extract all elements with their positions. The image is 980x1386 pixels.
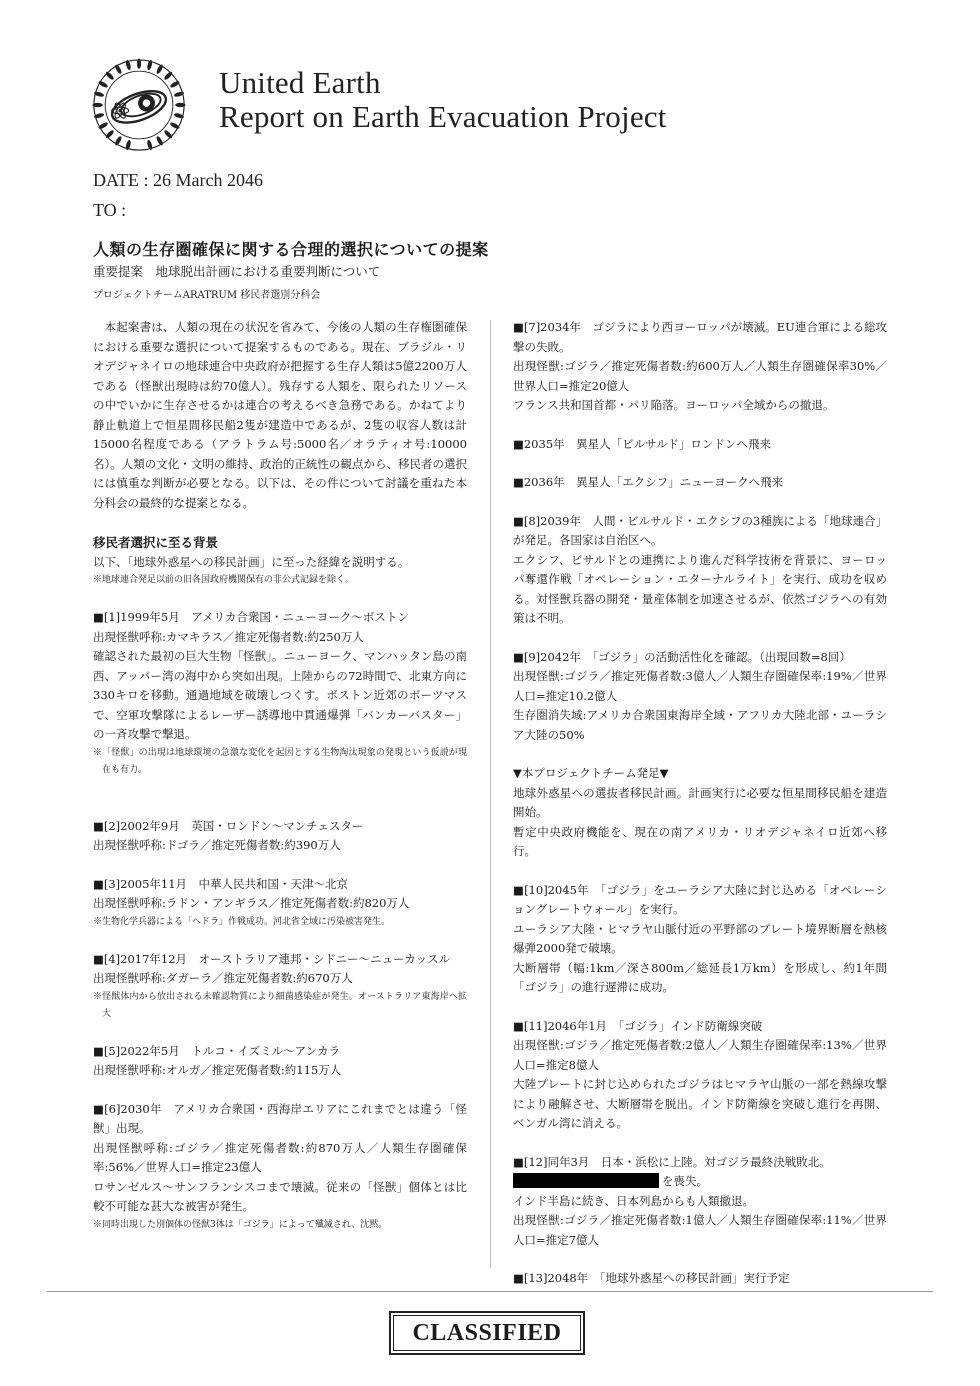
entry-line: 出現怪獣呼称:オルガ／推定死傷者数:約115万人 bbox=[93, 1063, 342, 1077]
timeline-entry-11 bbox=[513, 1017, 887, 1134]
proposal-subheading: 重要提案 地球脱出計画における重要判断について bbox=[93, 264, 381, 279]
entry-line: 出現怪獣呼称:ドゴラ／推定死傷者数:約390万人 bbox=[93, 838, 341, 852]
entry-note: ※怪獣体内から放出される未確認物質により細菌感染症が発生。オーストラリア東海岸へ拡大 bbox=[93, 991, 467, 1019]
entry-header: ■[9]2042年 「ゴジラ」の活動活性化を確認。（出現回数=8回） bbox=[513, 649, 851, 664]
timeline-entry-9 bbox=[513, 648, 887, 746]
background-title: 移民者選択に至る背景 bbox=[93, 535, 219, 550]
intro-paragraph: 本起案書は、人類の現在の状況を省みて、今後の人類の生存権圏確保における重要な選択について提案するものである。現在、ブラジル・リオデジャネイロの地球連合中央政府が把握する生存人類は5億2200万人である（怪獣出現時は約70億人）。残存する人類を、限られたリソースの中でいかに生存させるかは連合の考えるべき急務である。かねてより静止軌道上で恒星間移民船2隻が建造中であるが、2隻の収容人数は計15000名程度である（アラトラム号:5000名／オラティオ号:10000名）。人類の文化・文明の維持、政治的正統性の観点から、移民者の選択には慎重な判断が必要となる。以下は、その件について討議を重ねた本分科会の最終的な提案となる。 bbox=[93, 320, 467, 510]
footer-rule bbox=[47, 1291, 933, 1292]
entry-header: ■[2]2002年9月 英国・ロンドン～マンチェスター bbox=[93, 818, 364, 833]
timeline-entry-6 bbox=[93, 1100, 467, 1234]
column-divider bbox=[490, 320, 491, 1268]
timeline-entry-2036 bbox=[513, 473, 887, 493]
proposal-heading: 人類の生存圏確保に関する合理的選択についての提案 bbox=[93, 240, 489, 259]
timeline-entry-7 bbox=[513, 318, 887, 416]
entry-line: 出現怪獣:ゴジラ／推定死傷者数:3億人／人類生存圏確保率:19%／世界人口=推定10.2億人 bbox=[513, 669, 887, 703]
entry-line: ユーラシア大陸・ヒマラヤ山脈付近の平野部のプレート境界断層を熱核爆弾2000発で破壊。 bbox=[513, 921, 887, 955]
entry-line: 出現怪獣呼称:ラドン・アンギラス／推定死傷者数:約820万人 bbox=[93, 896, 410, 910]
timeline-entry-2 bbox=[93, 817, 467, 856]
timeline-entry-1 bbox=[93, 608, 467, 779]
background-text: 以下、「地球外惑星への移民計画」に至った経緯を説明する。 bbox=[93, 554, 410, 569]
entry-line: 確認された最初の巨大生物「怪獣」。ニューヨーク、マンハッタン島の南西、アッパー湾の海中から突如出現。上陸からの72時間で、北東方向に330キロを移動。通過地域を破壊しつくす。ボストン近郊のボーツマスで、空軍攻撃隊によるレーザー誘導地中貫通爆弾「バンカーバスター」の一斉攻撃で撃退。 bbox=[93, 649, 467, 741]
redaction-bar bbox=[513, 1173, 659, 1188]
entry-header: ■[10]2045年 「ゴジラ」をユーラシア大陸に封じ込める「オペレーショングレートウォール」を実行。 bbox=[513, 882, 887, 916]
background-note: ※地球連合発足以前の旧各国政府機関保有の非公式記録を除く。 bbox=[93, 575, 354, 585]
project-team-founded bbox=[513, 764, 887, 862]
timeline-entry-12 bbox=[513, 1153, 887, 1251]
entry-header: ■[4]2017年12月 オーストラリア連邦・シドニー～ニューカッスル bbox=[93, 951, 451, 966]
to-line: TO : bbox=[93, 200, 127, 220]
entry-line: エクシフ、ビサルドとの連携により進んだ科学技術を背景に、ヨーロッパ奪還作戦「オペレーション・エターナルライト」を実行、成功を収める。対怪獣兵器の開発・量産体制を加速させるが、依然ゴジラへの有効策は不明。 bbox=[513, 552, 887, 625]
entry-note: ※同時出現した別個体の怪獣3体は「ゴジラ」によって殲滅され、沈黙。 bbox=[93, 1219, 388, 1230]
entry-header: ▼本プロジェクトチーム発足▼ bbox=[513, 766, 669, 780]
entry-line: 大断層帯（幅:1km／深さ800m／総延長1万km）を形成し、約1年間「ゴジラ」の進行遅滞に成功。 bbox=[513, 960, 887, 994]
entry-header: ■[11]2046年1月 「ゴジラ」インド防衛線突破 bbox=[513, 1018, 763, 1033]
entry-line: 出現怪獣呼称:カマキラス／推定死傷者数:約250万人 bbox=[93, 629, 364, 644]
title-line-2: Report on Earth Evacuation Project bbox=[219, 99, 667, 134]
timeline-entry-2035 bbox=[513, 435, 887, 455]
entry-header: ■[5]2022年5月 トルコ・イズミル～アンカラ bbox=[93, 1043, 341, 1058]
timeline-entry-4 bbox=[93, 950, 467, 1023]
entry-line: 出現怪獣:ゴジラ／推定死傷者数:2億人／人類生存圏確保率:13%／世界人口=推定8億人 bbox=[513, 1038, 887, 1072]
entry-header: ■[13]2048年 「地球外惑星への移民計画」実行予定 bbox=[513, 1271, 790, 1285]
entry-header: ■[8]2039年 人間・ビルサルド・エクシフの3種族による「地球連合」が発足。各国家は自治区へ。 bbox=[513, 513, 887, 547]
entry-header: ■[3]2005年11月 中華人民共和国・天津～北京 bbox=[93, 876, 349, 891]
timeline-entry-13 bbox=[513, 1269, 887, 1289]
project-team: プロジェクトチームARATRUM 移民者選別分科会 bbox=[93, 290, 321, 301]
redacted-suffix: を喪失。 bbox=[662, 1174, 708, 1188]
entry-note: ※「怪獣」の出現は地球環境の急激な変化を起因とする生物淘汰現象の発現という仮説が現在も有力。 bbox=[93, 747, 467, 775]
timeline-entry-3 bbox=[93, 875, 467, 931]
right-column bbox=[513, 318, 887, 1308]
entry-line: 暫定中央政府機能を、現在の南アメリカ・リオデジャネイロ近郊へ移行。 bbox=[513, 824, 887, 858]
united-earth-emblem bbox=[92, 58, 186, 152]
entry-line: 出現怪獣:ゴジラ／推定死傷者数:1億人／人類生存圏確保率:11%／世界人口=推定7億人 bbox=[513, 1213, 887, 1247]
entry-header: ■2035年 異星人「ビルサルド」ロンドンへ飛来 bbox=[513, 436, 772, 451]
entry-header: ■[6]2030年 アメリカ合衆国・西海岸エリアにこれまでとは違う「怪獣」出現。 bbox=[93, 1101, 467, 1135]
left-column bbox=[93, 318, 467, 1253]
entry-line: 出現怪獣呼称:ゴジラ／推定死傷者数:約870万人／人類生存圏確保率:56%／世界人口=推定23億人 bbox=[93, 1140, 467, 1174]
entry-line: 地球外惑星への選抜者移民計画。計画実行に必要な恒星間移民船を建造開始。 bbox=[513, 785, 887, 819]
report-title bbox=[219, 66, 667, 134]
timeline-entry-5 bbox=[93, 1042, 467, 1081]
entry-header: ■[7]2034年 ゴジラにより西ヨーロッパが壊滅。EU連合軍による総攻撃の失敗。 bbox=[513, 320, 887, 354]
timeline-entry-10 bbox=[513, 881, 887, 998]
entry-header: ■[12]同年3月 日本・浜松に上陸。対ゴジラ最終決戦敗北。 bbox=[513, 1154, 831, 1169]
entry-line: 生存圏消失域:アメリカ合衆国東海岸全域・アフリカ大陸北部・ユーラシア大陸の50% bbox=[513, 708, 887, 742]
entry-line: 出現怪獣呼称:ダガーラ／推定死傷者数:約670万人 bbox=[93, 971, 353, 985]
entry-line: フランス共和国首都・パリ陥落。ヨーロッパ全域からの撤退。 bbox=[513, 398, 835, 412]
entry-line: 大陸プレートに封じ込められたゴジラはヒマラヤ山脈の一部を熱線攻撃により融解させ、大断層帯を脱出。インド防衛線を突破し進行を再開、ベンガル湾に消える。 bbox=[513, 1077, 887, 1130]
entry-redacted-line bbox=[513, 1172, 887, 1192]
entry-header: ■[1]1999年5月 アメリカ合衆国・ニューヨーク～ボストン bbox=[93, 610, 409, 624]
classified-stamp: CLASSIFIED bbox=[389, 1311, 585, 1355]
entry-line: 出現怪獣:ゴジラ／推定死傷者数:約600万人／人類生存圏確保率30%／世界人口=推定20億人 bbox=[513, 359, 887, 393]
entry-line: ロサンゼルス～サンフランシスコまで壊滅。従来の「怪獣」個体とは比較不可能な甚大な被害が発生。 bbox=[93, 1179, 467, 1213]
timeline-entry-8 bbox=[513, 512, 887, 629]
date-line: DATE : 26 March 2046 bbox=[93, 170, 263, 190]
entry-header: ■2036年 異星人「エクシフ」ニューヨークへ飛来 bbox=[513, 475, 784, 489]
title-line-1: United Earth bbox=[219, 65, 381, 100]
entry-note: ※生物化学兵器による「ヘドラ」作戦成功。河北省全域に汚染被害発生。 bbox=[93, 916, 391, 927]
entry-line: インド半島に続き、日本列島からも人類撤退。 bbox=[513, 1193, 755, 1208]
